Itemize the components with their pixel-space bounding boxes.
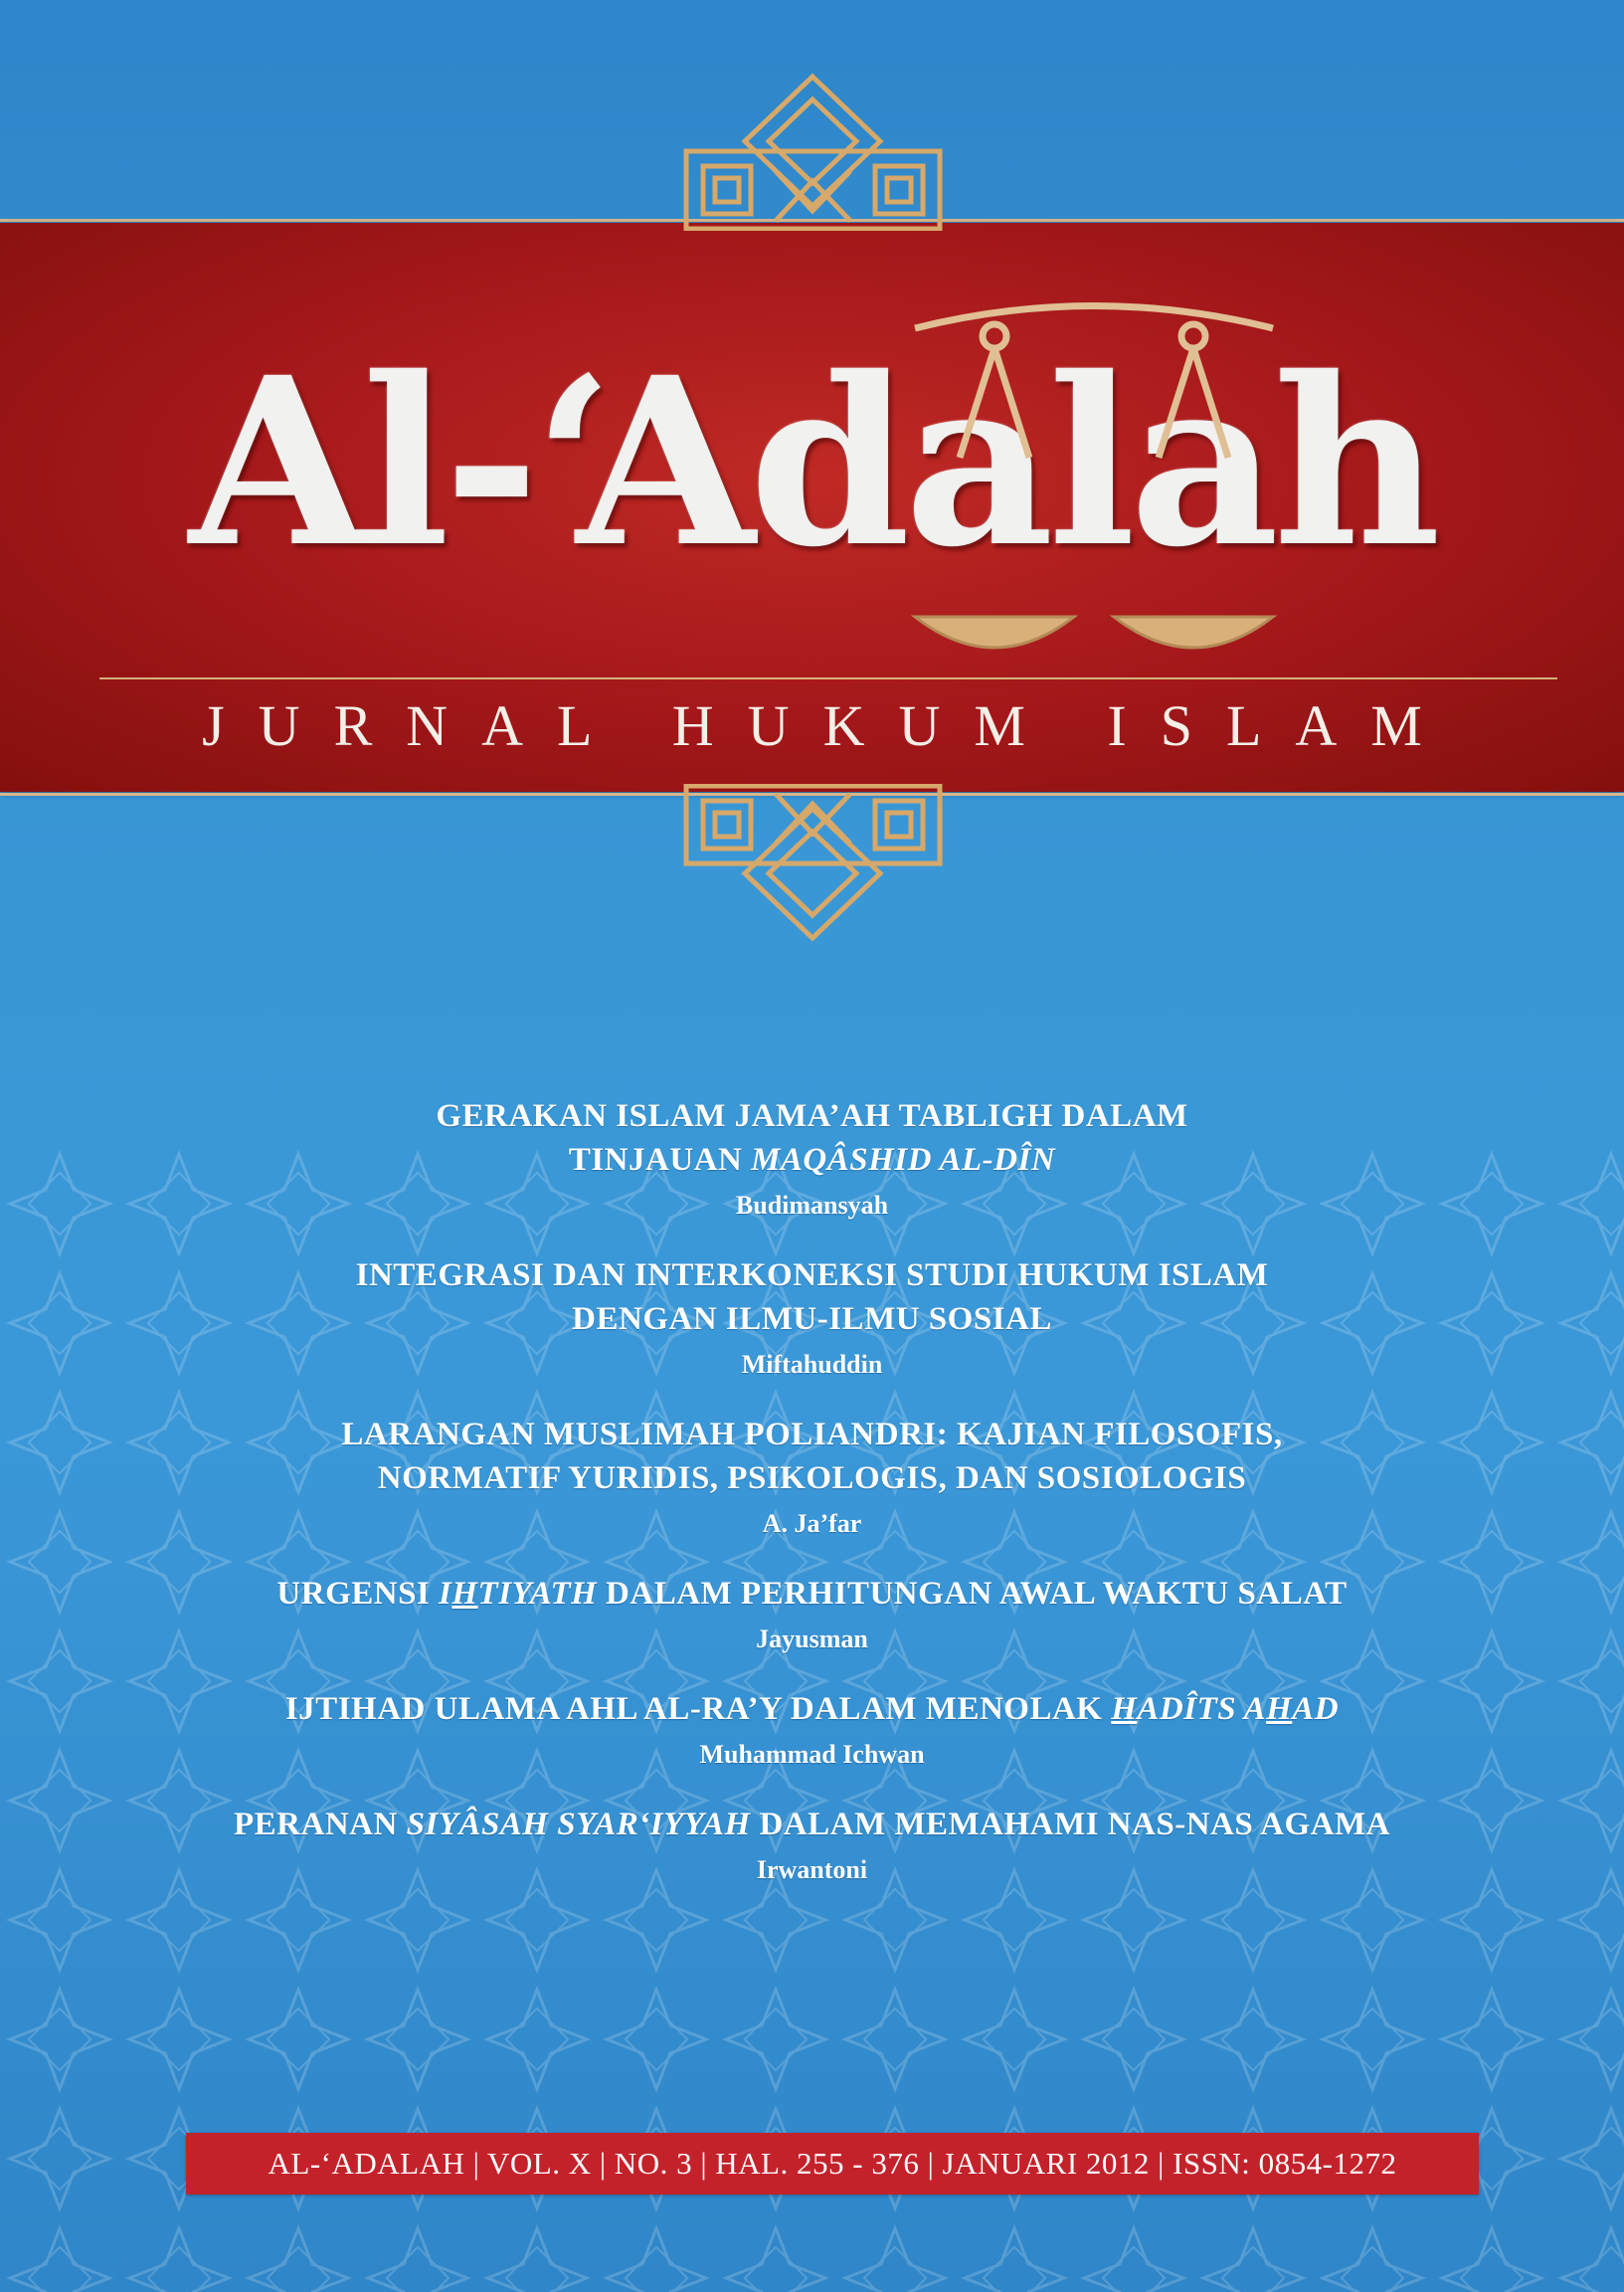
- article-author: Irwantoni: [756, 1855, 868, 1884]
- article-title: URGENSI IHTIYATH DALAM PERHITUNGAN AWAL WAKTU SALAT: [276, 1576, 1348, 1612]
- article-title: PERANAN SIYÂSAH SYAR‘IYYAH DALAM MEMAHAMI NAS-NAS AGAMA: [234, 1807, 1390, 1842]
- article-entry: [0, 1413, 1624, 1544]
- scales-of-justice-icon: [875, 288, 1313, 667]
- table-of-contents: [0, 1094, 1624, 1918]
- article-title: GERAKAN ISLAM JAMA’AH TABLIGH DALAM TINJAUAN MAQÂSHID AL-DÎN: [436, 1098, 1188, 1178]
- article-author: A. Ja’far: [762, 1509, 862, 1538]
- article-entry: [0, 1687, 1624, 1775]
- journal-title: Al-‘Adalah: [189, 326, 1435, 598]
- article-author: Muhammad Ichwan: [699, 1740, 925, 1769]
- ornament-top-icon: [681, 72, 945, 231]
- article-author: Miftahuddin: [741, 1350, 883, 1379]
- article-title: LARANGAN MUSLIMAH POLIANDRI: KAJIAN FILOSOFIS, NORMATIF YURIDIS, PSIKOLOGIS, DAN SOSIOLOGIS: [341, 1417, 1283, 1496]
- article-entry: [0, 1803, 1624, 1890]
- ornament-bottom-icon: [681, 784, 945, 943]
- article-entry: [0, 1572, 1624, 1659]
- article-title: IJTIHAD ULAMA AHL AL-RA’Y DALAM MENOLAK HADÎTS AHAD: [284, 1691, 1340, 1727]
- issue-info-bar: AL-‘ADALAH | VOL. X | NO. 3 | HAL. 255 - 376 | JANUARI 2012 | ISSN: 0854-1272: [186, 2133, 1479, 2195]
- article-author: Budimansyah: [735, 1191, 889, 1220]
- article-title: INTEGRASI DAN INTERKONEKSI STUDI HUKUM ISLAM DENGAN ILMU-ILMU SOSIAL: [355, 1257, 1269, 1337]
- article-entry: [0, 1094, 1624, 1226]
- banner-rule: [99, 677, 1557, 679]
- article-entry: [0, 1253, 1624, 1385]
- journal-subtitle: JURNAL HUKUM ISLAM: [202, 693, 1456, 758]
- article-author: Jayusman: [756, 1624, 868, 1653]
